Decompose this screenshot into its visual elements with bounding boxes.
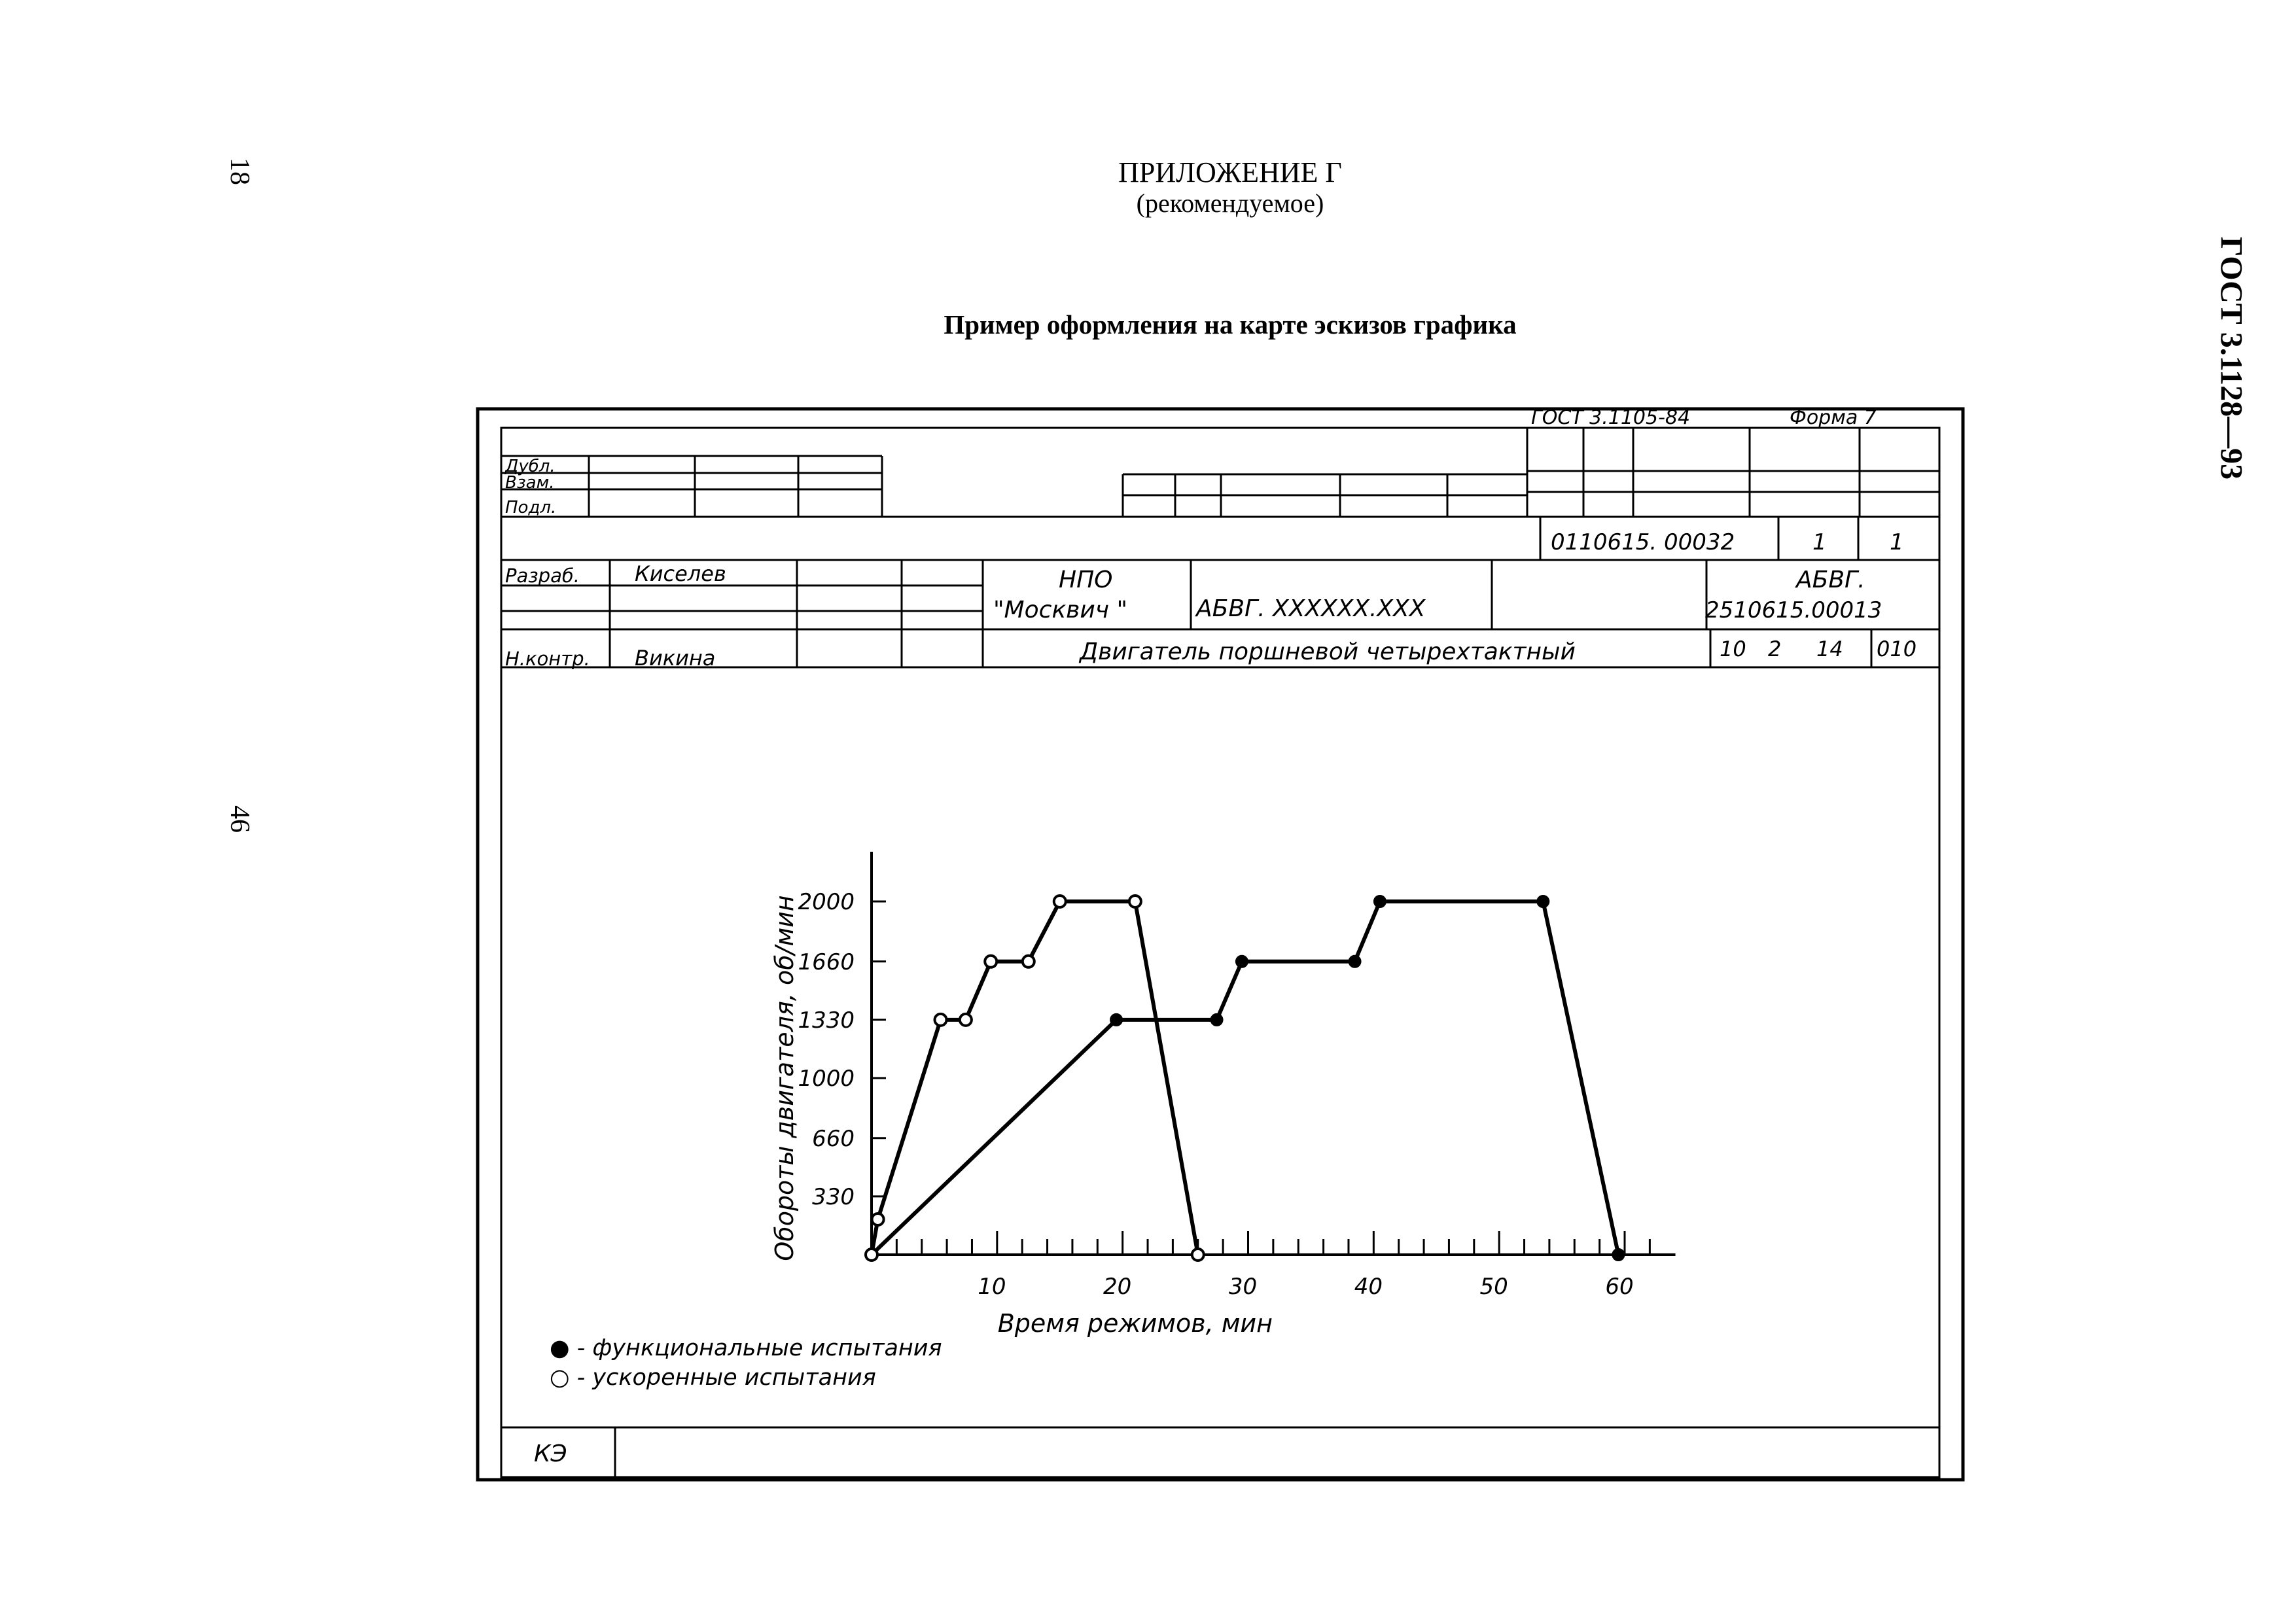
series-point-2: [960, 1014, 972, 1026]
product-name: Двигатель поршневой четырехтактный: [1080, 638, 1576, 665]
example-title: Пример оформления на карте эскизов графика: [944, 309, 1517, 340]
code-field-3: 14: [1816, 637, 1843, 661]
x-tick-label: 40: [1354, 1274, 1383, 1300]
engine-speed-chart: [770, 852, 1676, 1338]
header-grid-top-right: [1527, 428, 1939, 517]
appendix-subtitle: (рекомендуемое): [1136, 188, 1324, 218]
header-grid-left: [501, 456, 882, 517]
legend-functional: ● - функциональные испытания: [550, 1335, 942, 1361]
series-point-2: [872, 1213, 884, 1225]
y-axis-label: Обороты двигателя, об/мин: [770, 895, 799, 1261]
y-tick-label: 660: [812, 1125, 855, 1152]
x-tick-label: 30: [1228, 1274, 1258, 1300]
series-point-2: [1054, 896, 1066, 907]
standard-code: ГОСТ 3.1128—93: [2214, 236, 2249, 480]
y-tick-label: 1330: [798, 1007, 855, 1034]
page-number-alt: 46: [224, 805, 255, 833]
series-line-1: [872, 901, 1618, 1255]
product-code-line2: 2510615.00013: [1705, 597, 1882, 623]
y-tick-label: 1660: [798, 949, 855, 975]
doc-number: 0110615. 00032: [1551, 529, 1735, 555]
organization-line1: НПО: [1059, 567, 1113, 593]
x-tick-label: 60: [1605, 1274, 1634, 1300]
series-point-2: [866, 1249, 877, 1261]
series-point-2: [985, 956, 997, 968]
x-tick-label: 50: [1479, 1274, 1508, 1300]
y-tick-label: 1000: [798, 1066, 855, 1092]
sheet-total: 1: [1890, 529, 1904, 555]
row-label-podl: Подл.: [505, 498, 557, 517]
series-point-2: [1023, 956, 1034, 968]
x-axis-label: Время режимов, мин: [997, 1309, 1273, 1338]
role-developer: Разраб.: [505, 565, 580, 587]
series-point-1: [1237, 956, 1247, 967]
footer-grid: [501, 1427, 1939, 1477]
series-point-2: [1129, 896, 1141, 907]
row-label-vzam: Взам.: [505, 473, 555, 493]
legend-accelerated: ○ - ускоренные испытания: [550, 1365, 876, 1391]
series-point-1: [1375, 896, 1385, 907]
appendix-title: ПРИЛОЖЕНИЕ Г: [1118, 156, 1342, 188]
top-standard-label: ГОСТ 3.1105-84: [1531, 406, 1691, 429]
y-tick-label: 330: [812, 1183, 855, 1210]
series-point-1: [1350, 956, 1360, 967]
footer-label: КЭ: [534, 1440, 567, 1467]
sheet-number: 1: [1812, 529, 1827, 555]
developer-name: Киселев: [635, 561, 726, 586]
document-code: АБВГ. XXXXXX.XXX: [1196, 595, 1426, 622]
series-point-1: [1111, 1015, 1122, 1025]
code-field-1: 10: [1720, 637, 1746, 661]
series-point-1: [1212, 1015, 1222, 1025]
page-number: 18: [224, 158, 255, 185]
code-field-4: 010: [1877, 637, 1917, 661]
organization-line2: "Москвич ": [993, 597, 1128, 623]
series-point-2: [935, 1014, 947, 1026]
x-tick-label: 10: [978, 1274, 1006, 1300]
series-point-1: [1538, 896, 1548, 907]
row-label-dubl: Дубл.: [505, 457, 556, 476]
form-number-label: Форма 7: [1790, 406, 1877, 429]
code-field-2: 2: [1768, 637, 1782, 661]
series-point-2: [1192, 1249, 1204, 1261]
x-tick-label: 20: [1103, 1274, 1132, 1300]
role-norm-control: Н.контр.: [505, 648, 590, 670]
y-tick-label: 2000: [798, 889, 855, 915]
norm-control-name: Викина: [635, 646, 716, 671]
header-grid-middle: [1123, 474, 1527, 517]
series-line-2: [872, 901, 1198, 1255]
series-point-1: [1613, 1249, 1623, 1260]
product-code-line1: АБВГ.: [1796, 567, 1865, 593]
